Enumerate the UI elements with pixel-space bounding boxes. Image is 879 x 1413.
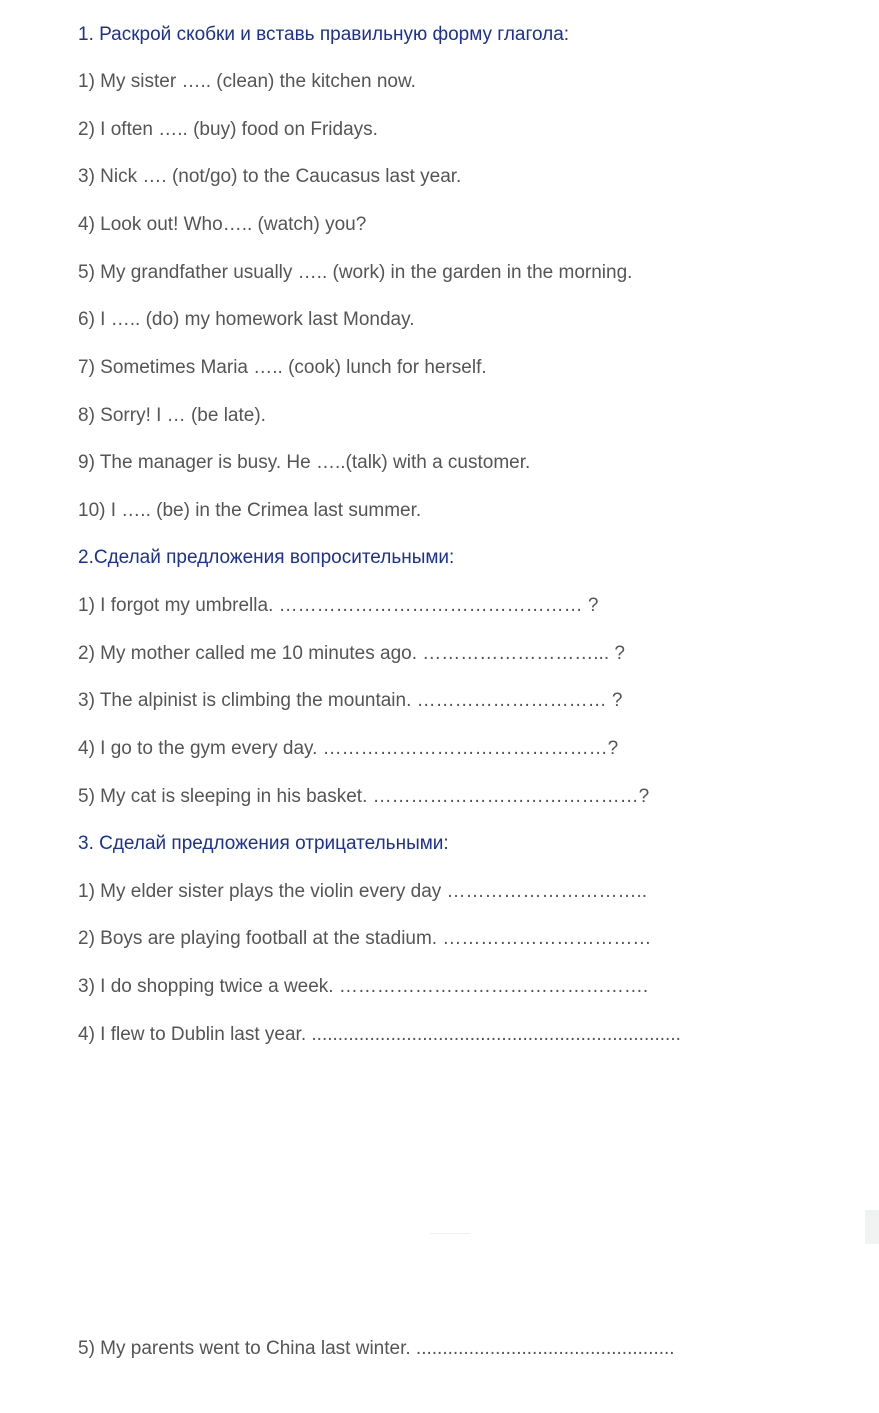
section1-heading: 1. Раскрой скобки и вставь правильную форму глагола: [78,24,570,45]
section1-item-6: 6) I ….. (do) my homework last Monday. [78,309,415,330]
section1-item-1: 1) My sister ….. (clean) the kitchen now. [78,71,416,92]
section3-item-2: 2) Boys are playing football at the stadium. …………………………… [78,928,652,949]
section3-item-5: 5) My parents went to China last winter. ................................................. [78,1338,675,1359]
section1-item-10: 10) I ….. (be) in the Crimea last summer. [78,500,422,521]
section3-item-3: 3) I do shopping twice a week. …………………………………………. [78,976,649,997]
scan-artifact-edge [865,1210,879,1244]
section3-item-1: 1) My elder sister plays the violin every day ………………………….. [78,881,648,902]
section2-heading: 2.Сделай предложения вопросительными: [78,547,455,568]
section3-item-4: 4) I flew to Dublin last year. ...................................................................... [78,1024,681,1045]
section1-item-2: 2) I often ….. (buy) food on Fridays. [78,119,378,140]
section2-item-4: 4) I go to the gym every day. ………………………………………? [78,738,619,759]
section2-item-5: 5) My cat is sleeping in his basket. ……………………………………? [78,786,650,807]
section2-item-3: 3) The alpinist is climbing the mountain. ………………………… ? [78,690,623,711]
section1-item-3: 3) Nick …. (not/go) to the Caucasus last year. [78,166,462,187]
section1-item-4: 4) Look out! Who….. (watch) you? [78,214,367,235]
section1-item-7: 7) Sometimes Maria ….. (cook) lunch for herself. [78,357,487,378]
section1-item-5: 5) My grandfather usually ….. (work) in the garden in the morning. [78,262,633,283]
section2-item-1: 1) I forgot my umbrella. ………………………………………… ? [78,595,599,616]
section1-item-9: 9) The manager is busy. He …..(talk) with a customer. [78,452,531,473]
section1-item-8: 8) Sorry! I … (be late). [78,405,266,426]
section2-item-2: 2) My mother called me 10 minutes ago. ………………………... ? [78,643,625,664]
scan-artifact-line [430,1233,470,1234]
section3-heading: 3. Сделай предложения отрицательными: [78,833,449,854]
